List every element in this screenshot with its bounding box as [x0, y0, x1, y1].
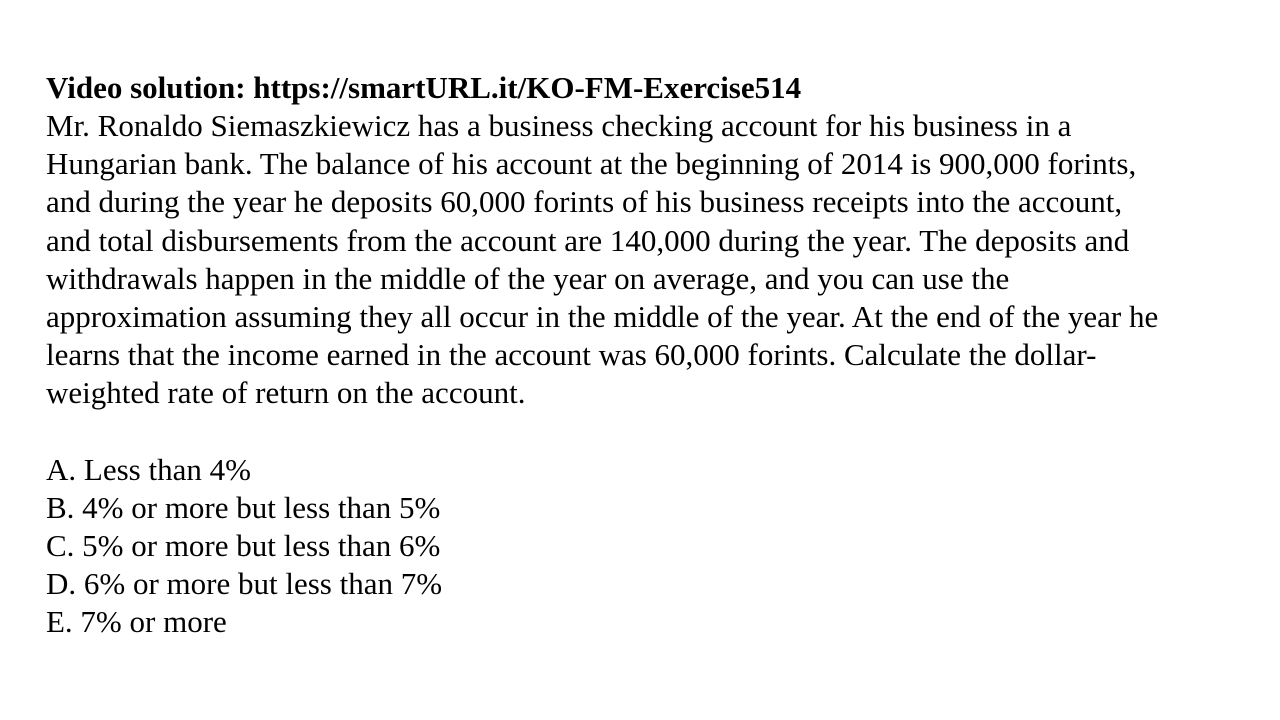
video-solution-heading: Video solution: https://smartURL.it/KO-FM-Exercise514: [46, 70, 802, 105]
option-c: C. 5% or more but less than 6%: [46, 527, 441, 563]
question-line: approximation assuming they all occur in the middle of the year. At the end of the year he: [46, 299, 1159, 335]
question-line: Mr. Ronaldo Siemaszkiewicz has a business checking account for his business in a: [46, 108, 1072, 143]
question-line: withdrawals happen in the middle of the year on average, and you can use the: [46, 260, 1010, 296]
question-line: and during the year he deposits 60,000 forints of his business receipts into the account,: [46, 184, 1123, 220]
question-line: weighted rate of return on the account.: [46, 375, 526, 411]
question-line: Hungarian bank. The balance of his account at the beginning of 2014 is 900,000 forints,: [46, 146, 1137, 182]
answer-options: [46, 451, 1261, 641]
option-d: D. 6% or more but less than 7%: [46, 565, 443, 601]
question-line: and total disbursements from the account are 140,000 during the year. The deposits and: [46, 222, 1130, 258]
option-e: E. 7% or more: [46, 603, 227, 639]
option-b: B. 4% or more but less than 5%: [46, 489, 441, 525]
question-line: learns that the income earned in the account was 60,000 forints. Calculate the dollar-: [46, 337, 1097, 373]
option-a: A. Less than 4%: [46, 451, 251, 487]
document-page: [46, 69, 1261, 641]
question-text: [46, 107, 1261, 413]
